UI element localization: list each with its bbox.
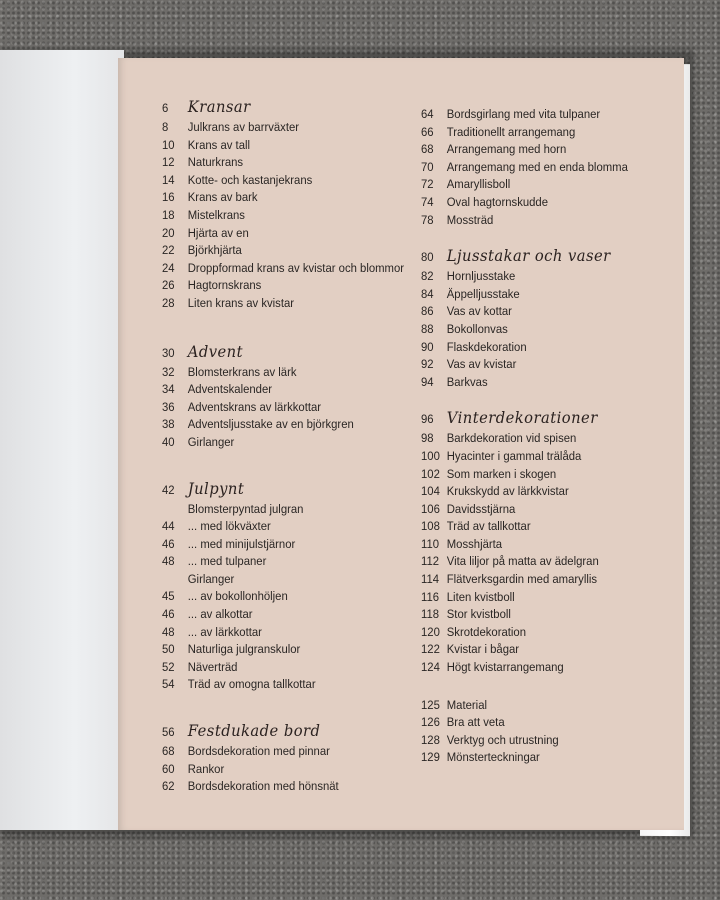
toc-entry	[421, 659, 628, 677]
entry-page-number: 102	[421, 466, 440, 481]
entry-page-number: 88	[421, 321, 434, 336]
entry-title: ... av bokollonhöljen	[187, 589, 288, 604]
section-spacer	[162, 694, 404, 722]
entry-page-number: 26	[162, 278, 175, 293]
section-title: Kransar	[187, 97, 251, 116]
toc-entry	[162, 588, 404, 606]
section-page-number: 96	[421, 412, 434, 427]
entry-title: Girlanger	[187, 571, 235, 586]
entry-title: Bordsdekoration med hönsnät	[187, 779, 339, 794]
entry-title: Björkhjärta	[187, 243, 242, 258]
entry-page-number: 52	[162, 659, 175, 674]
section-title: Festdukade bord	[187, 721, 321, 741]
entry-title: Amaryllisboll	[446, 177, 511, 192]
toc-entry	[162, 189, 404, 207]
left-blank-page	[0, 50, 124, 830]
entry-title: Bokollonvas	[446, 321, 508, 336]
entry-title: Blomsterkrans av lärk	[187, 364, 297, 379]
section-heading	[421, 409, 628, 430]
entry-title: Material	[446, 697, 488, 712]
entry-title: Skrotdekoration	[446, 624, 527, 639]
toc-entry	[421, 714, 628, 732]
toc-entry	[162, 172, 404, 190]
toc-right-column	[421, 106, 628, 767]
section-page-number: 30	[162, 345, 175, 360]
entry-title: Bordsgirlang med vita tulpaner	[446, 107, 601, 121]
entry-title: Arrangemang med en enda blomma	[446, 159, 628, 174]
toc-section	[421, 697, 628, 767]
entry-title: Träd av omogna tallkottar	[187, 677, 316, 692]
toc-entry	[162, 399, 404, 417]
toc-entry	[162, 416, 404, 434]
toc-entry	[162, 553, 404, 571]
entry-title: Julkrans av barrväxter	[187, 120, 300, 134]
section-spacer	[421, 391, 628, 409]
entry-page-number: 125	[421, 697, 440, 712]
entry-title: Vas av kottar	[446, 304, 512, 319]
entry-page-number: 62	[162, 779, 175, 794]
entry-page-number: 14	[162, 172, 175, 187]
entry-title: Hjärta av en	[187, 225, 249, 240]
entry-page-number: 20	[162, 225, 175, 240]
entry-page-number: 12	[162, 155, 175, 170]
toc-entry	[421, 124, 628, 142]
toc-entry	[421, 697, 628, 715]
toc-entry	[421, 536, 628, 554]
entry-title: Naturliga julgranskulor	[187, 642, 301, 657]
entry-title: ... med lökväxter	[187, 519, 271, 534]
toc-entry	[162, 676, 404, 694]
entry-page-number: 120	[421, 624, 440, 639]
toc-entry	[421, 374, 628, 392]
entry-title: Droppformad krans av kvistar och blommor	[187, 260, 405, 275]
toc-entry	[421, 641, 628, 659]
entry-page-number: 16	[162, 190, 175, 205]
toc-entry	[421, 176, 628, 194]
entry-page-number: 46	[162, 607, 175, 622]
toc-entry	[421, 141, 628, 159]
entry-page-number: 90	[421, 339, 434, 354]
toc-entry	[421, 430, 628, 448]
section-heading	[421, 247, 628, 268]
entry-page-number: 128	[421, 732, 440, 747]
section-spacer	[421, 229, 628, 247]
entry-title: Naturkrans	[187, 155, 244, 170]
entry-title: Girlanger	[187, 434, 235, 449]
entry-page-number: 54	[162, 677, 175, 692]
entry-page-number: 86	[421, 304, 434, 319]
toc-entry	[421, 159, 628, 177]
toc-entry	[162, 518, 404, 536]
entry-page-number: 66	[421, 124, 434, 139]
section-spacer	[421, 677, 628, 697]
entry-title: Liten kvistboll	[446, 589, 515, 604]
entry-page-number: 44	[162, 519, 175, 534]
entry-title: Adventskalender	[187, 382, 273, 397]
section-title: Vinterdekorationer	[446, 408, 598, 428]
entry-page-number: 64	[421, 107, 434, 121]
entry-page-number: 60	[162, 761, 175, 776]
section-page-number: 42	[162, 482, 175, 497]
toc-entry	[162, 501, 404, 519]
entry-page-number: 100	[421, 448, 440, 463]
entry-page-number: 24	[162, 260, 175, 275]
entry-page-number	[162, 571, 188, 589]
entry-page-number: 126	[421, 715, 440, 730]
toc-entry	[162, 536, 404, 554]
entry-page-number: 94	[421, 374, 434, 389]
entry-title: Träd av tallkottar	[446, 519, 531, 534]
toc-entry	[162, 295, 404, 313]
entry-page-number: 112	[421, 554, 440, 569]
section-heading	[162, 98, 404, 119]
section-title: Julpynt	[187, 478, 245, 498]
entry-title: Verktyg och utrustning	[446, 732, 559, 747]
toc-entry	[162, 364, 404, 382]
toc-entry	[162, 277, 404, 295]
entry-page-number: 10	[162, 137, 175, 152]
entry-title: Hyacinter i gammal trälåda	[446, 448, 582, 463]
entry-title: Bra att veta	[446, 715, 505, 730]
toc-entry	[162, 260, 404, 278]
toc-entry	[421, 749, 628, 767]
toc-entry	[162, 624, 404, 642]
toc-entry	[421, 339, 628, 357]
entry-page-number: 28	[162, 295, 175, 310]
entry-page-number: 92	[421, 357, 434, 372]
toc-entry	[421, 303, 628, 321]
toc-entry	[162, 434, 404, 452]
entry-page-number: 70	[421, 159, 434, 174]
entry-title: Flaskdekoration	[446, 339, 527, 354]
entry-title: Krukskydd av lärkkvistar	[446, 484, 569, 499]
entry-page-number: 114	[421, 572, 440, 587]
toc-entry	[421, 553, 628, 571]
section-title: Advent	[187, 341, 244, 361]
entry-page-number: 110	[421, 536, 440, 551]
entry-title: Bordsdekoration med pinnar	[187, 744, 330, 759]
section-spacer	[162, 452, 404, 480]
entry-title: Oval hagtornskudde	[446, 194, 549, 209]
entry-title: Flätverksgardin med amaryllis	[446, 572, 598, 587]
entry-page-number: 68	[421, 142, 434, 157]
entry-page-number: 124	[421, 660, 440, 675]
toc-section	[421, 106, 628, 229]
section-page-number: 56	[162, 725, 175, 740]
entry-page-number: 108	[421, 519, 440, 534]
section-heading	[162, 343, 404, 364]
entry-page-number: 18	[162, 207, 175, 222]
entry-page-number: 68	[162, 744, 175, 759]
toc-entry	[421, 466, 628, 484]
entry-title: Äppelljusstake	[446, 286, 520, 301]
entry-title: Barkdekoration vid spisen	[446, 431, 577, 446]
section-heading	[162, 480, 404, 501]
entry-title: Mistelkrans	[187, 207, 245, 222]
entry-page-number: 48	[162, 554, 175, 569]
toc-entry	[162, 606, 404, 624]
entry-title: Krans av tall	[187, 137, 251, 152]
entry-title: Traditionellt arrangemang	[446, 124, 576, 139]
toc-section	[162, 98, 404, 313]
toc-entry	[162, 641, 404, 659]
entry-title: Krans av bark	[187, 190, 258, 205]
entry-page-number: 116	[421, 589, 440, 604]
toc-entry	[421, 518, 628, 536]
entry-page-number: 50	[162, 642, 175, 657]
entry-title: ... med minijulstjärnor	[187, 536, 296, 551]
toc-entry	[162, 571, 404, 589]
toc-section	[162, 480, 404, 695]
entry-page-number: 36	[162, 399, 175, 414]
entry-title: Blomsterpyntad julgran	[187, 501, 304, 516]
section-title: Ljusstakar och vaser	[446, 246, 611, 266]
entry-title: Adventskrans av lärkkottar	[187, 399, 322, 414]
toc-entry	[421, 501, 628, 519]
entry-title: Liten krans av kvistar	[187, 295, 295, 310]
entry-title: ... med tulpaner	[187, 554, 267, 569]
toc-entry	[421, 589, 628, 607]
toc-entry	[421, 268, 628, 286]
entry-title: Mönsterteckningar	[446, 750, 540, 765]
entry-title: Arrangemang med horn	[446, 142, 567, 157]
toc-entry	[162, 119, 404, 137]
section-page-number: 80	[421, 250, 434, 265]
toc-entry	[162, 659, 404, 677]
toc-section	[421, 247, 628, 391]
toc-entry	[421, 286, 628, 304]
toc-entry	[421, 321, 628, 339]
toc-entry	[421, 106, 628, 124]
entry-title: ... av lärkkottar	[187, 624, 262, 639]
toc-entry	[421, 483, 628, 501]
toc-entry	[421, 606, 628, 624]
entry-page-number: 72	[421, 177, 434, 192]
entry-title: Kotte- och kastanjekrans	[187, 172, 313, 187]
entry-page-number: 40	[162, 434, 175, 449]
entry-title: Näverträd	[187, 659, 238, 674]
toc-entry	[421, 356, 628, 374]
entry-page-number: 38	[162, 417, 175, 432]
toc-entry	[162, 207, 404, 225]
toc-entry	[421, 571, 628, 589]
entry-page-number: 48	[162, 624, 175, 639]
toc-entry	[421, 448, 628, 466]
entry-page-number	[162, 501, 188, 519]
entry-page-number: 118	[421, 607, 440, 622]
entry-page-number: 98	[421, 431, 434, 446]
entry-title: Hornljusstake	[446, 269, 516, 284]
entry-title: Barkvas	[446, 374, 488, 389]
section-spacer	[162, 313, 404, 343]
toc-entry	[162, 743, 404, 761]
section-heading	[162, 722, 404, 743]
entry-page-number: 129	[421, 750, 440, 765]
toc-entry	[162, 154, 404, 172]
toc-section	[162, 722, 404, 796]
entry-page-number: 46	[162, 536, 175, 551]
entry-page-number: 122	[421, 642, 440, 657]
entry-page-number: 104	[421, 484, 440, 499]
entry-page-number: 84	[421, 286, 434, 301]
entry-page-number: 78	[421, 212, 434, 227]
entry-title: Davidsstjärna	[446, 501, 516, 516]
entry-title: Mosshjärta	[446, 536, 503, 551]
entry-title: Vas av kvistar	[446, 357, 517, 372]
entry-title: Mossträd	[446, 212, 494, 227]
entry-title: Högt kvistarrangemang	[446, 660, 564, 675]
entry-page-number: 8	[162, 120, 169, 134]
toc-section	[421, 409, 628, 676]
toc-entry	[162, 242, 404, 260]
entry-title: Vita liljor på matta av ädelgran	[446, 554, 599, 569]
entry-title: ... av alkottar	[187, 607, 253, 622]
entry-page-number: 74	[421, 194, 434, 209]
entry-page-number: 32	[162, 364, 175, 379]
entry-title: Rankor	[187, 761, 225, 776]
toc-entry	[421, 212, 628, 230]
toc-entry	[162, 761, 404, 779]
entry-title: Som marken i skogen	[446, 466, 557, 481]
entry-page-number: 22	[162, 243, 175, 258]
entry-page-number: 106	[421, 501, 440, 516]
entry-title: Adventsljusstake av en björkgren	[187, 417, 354, 432]
entry-title: Kvistar i bågar	[446, 642, 520, 657]
entry-title: Hagtornskrans	[187, 278, 262, 293]
toc-entry	[421, 732, 628, 750]
entry-title: Stor kvistboll	[446, 607, 511, 622]
entry-page-number: 34	[162, 382, 175, 397]
entry-page-number: 45	[162, 589, 175, 604]
section-page-number: 6	[162, 101, 169, 115]
toc-entry	[162, 137, 404, 155]
toc-entry	[421, 624, 628, 642]
toc-left-column	[162, 98, 404, 796]
toc-entry	[162, 778, 404, 796]
entry-page-number: 82	[421, 269, 434, 284]
toc-entry	[162, 225, 404, 243]
toc-entry	[421, 194, 628, 212]
toc-entry	[162, 381, 404, 399]
toc-section	[162, 343, 404, 452]
